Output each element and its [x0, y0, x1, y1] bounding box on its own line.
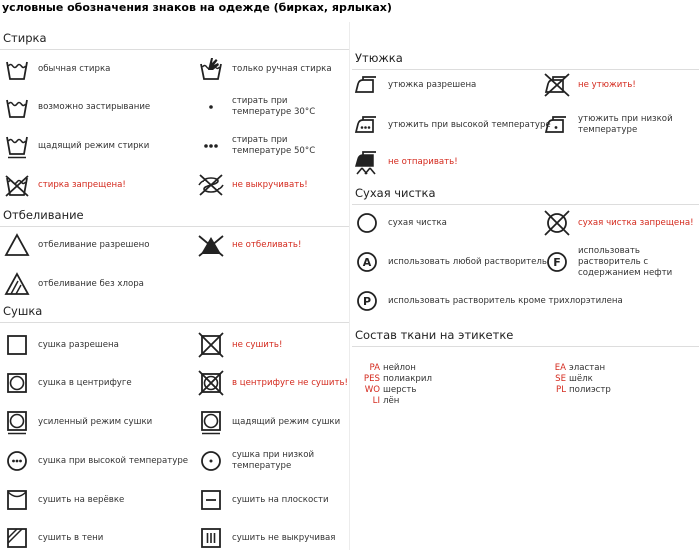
section-heading-drycleaning: Сухая чистка — [352, 186, 699, 200]
fabric-row — [344, 363, 432, 374]
gentle-dry-icon — [198, 409, 224, 435]
symbol-no-wring — [198, 168, 308, 202]
symbol-wash-30 — [198, 90, 342, 124]
label: сушка при низкой температуре — [232, 450, 315, 471]
fabric-name: полиакрил — [383, 374, 432, 384]
intensive-dry-icon — [4, 409, 30, 435]
symbol-possible-wash — [4, 90, 150, 124]
fabric-code: WO — [364, 385, 380, 395]
iron-low-icon — [544, 112, 570, 138]
circle-p-icon — [354, 288, 380, 314]
flat-dry-icon — [198, 487, 224, 513]
one-dot-icon — [198, 94, 224, 120]
symbol-bleach-allowed — [4, 228, 150, 262]
fabric-list-right — [530, 363, 611, 396]
fabric-code: LI — [372, 396, 380, 406]
no-wring-icon — [198, 172, 224, 198]
symbol-iron-low — [544, 108, 678, 142]
circle-icon — [354, 210, 380, 236]
symbol-normal-wash — [4, 52, 110, 86]
section-heading-drying: Сушка — [0, 304, 349, 318]
no-tumble-dry-icon — [198, 370, 224, 396]
symbol-non-chlorine-bleach — [4, 267, 144, 301]
dry-high-temp-icon — [4, 448, 30, 474]
symbol-flat-dry — [198, 483, 329, 517]
label: сушить в тени — [38, 532, 104, 543]
label: не выкручивать! — [232, 179, 308, 190]
symbol-non-trichloroethylene-solvent — [354, 284, 623, 318]
wash-tub-icon — [4, 94, 30, 120]
label: сушить не выкручивая — [232, 532, 336, 543]
iron-high-icon — [354, 112, 380, 138]
symbol-petroleum-solvent — [544, 245, 698, 279]
fabric-name: эластан — [569, 363, 606, 373]
symbol-line-dry — [4, 483, 124, 517]
fabric-name: полиэстр — [569, 385, 611, 395]
label: утюжить при высокой температуре — [388, 119, 551, 130]
no-bleach-icon — [198, 232, 224, 258]
symbol-hand-wash — [198, 52, 332, 86]
label: только ручная стирка — [232, 63, 332, 74]
no-iron-icon — [544, 72, 570, 98]
solvent-letter-a: A — [362, 256, 372, 269]
label: сушка при высокой температуре — [38, 455, 189, 466]
symbol-no-dryclean — [544, 206, 694, 240]
label: сушка разрешена — [38, 339, 119, 350]
symbol-tumble-dry — [4, 366, 132, 400]
label: сушить на плоскости — [232, 494, 329, 505]
fabric-name: нейлон — [383, 363, 416, 373]
no-wash-icon — [4, 172, 30, 198]
shade-dry-icon — [4, 525, 30, 551]
symbol-no-bleach — [198, 228, 301, 262]
symbol-iron-high — [354, 108, 551, 142]
solvent-letter-f: F — [553, 256, 561, 269]
label: щадящий режим сушки — [232, 416, 341, 427]
page-title: условные обозначения знаков на одежде (бирках, ярлыках) — [2, 1, 392, 14]
fabric-code: SE — [555, 374, 566, 384]
label: утюжка разрешена — [388, 79, 477, 90]
dry-low-temp-icon — [198, 448, 224, 474]
no-steam-icon — [354, 149, 380, 175]
tumble-dry-icon — [4, 370, 30, 396]
fabric-name: шёлк — [569, 374, 593, 384]
symbol-no-steam — [354, 145, 458, 179]
label: сухая чистка — [388, 217, 447, 228]
label: не отбеливать! — [232, 239, 302, 250]
section-heading-ironing: Утюжка — [352, 51, 699, 65]
label: сушить на верёвке — [38, 494, 125, 505]
symbol-no-iron — [544, 68, 636, 102]
label: отбеливание разрешено — [38, 239, 150, 250]
symbol-dry-low-temp — [198, 444, 332, 478]
fabric-name: лён — [383, 396, 400, 406]
no-dry-icon — [198, 332, 224, 358]
drip-dry-icon — [198, 525, 224, 551]
fabric-row — [344, 396, 432, 407]
non-chlorine-triangle-icon — [4, 271, 30, 297]
label: стирка запрещена! — [38, 179, 126, 190]
symbol-iron-allowed — [354, 68, 476, 102]
label: не утюжить! — [578, 79, 636, 90]
label: не отпаривать! — [388, 156, 458, 167]
label: в центрифуге не сушить! — [232, 377, 348, 388]
label: использовать растворитель с содержанием нефти — [578, 245, 673, 278]
iron-icon — [354, 72, 380, 98]
section-heading-bleaching: Отбеливание — [0, 208, 349, 222]
symbol-any-solvent — [354, 245, 547, 279]
symbol-dryclean — [354, 206, 447, 240]
label: возможно застирывание — [38, 101, 151, 112]
section-heading-fabrics: Состав ткани на этикетке — [352, 328, 699, 342]
wash-tub-icon — [4, 56, 30, 82]
label: щадящий режим стирки — [38, 140, 150, 151]
label: стирать при температуре 30°C — [232, 96, 316, 117]
symbol-intensive-dry — [4, 405, 152, 439]
fabric-code: EA — [554, 363, 566, 373]
symbol-dry-allowed — [4, 328, 119, 362]
label: использовать любой растворитель — [388, 256, 547, 267]
no-dryclean-icon — [544, 210, 570, 236]
label: отбеливание без хлора — [38, 278, 144, 289]
fabric-row — [530, 385, 611, 396]
section-heading-washing: Стирка — [0, 31, 349, 45]
fabric-row — [344, 385, 432, 396]
symbol-wash-50 — [198, 129, 342, 163]
label: обычная стирка — [38, 63, 111, 74]
label: стирать при температуре 50°C — [232, 135, 316, 156]
line-dry-icon — [4, 487, 30, 513]
fabric-code: PA — [369, 363, 380, 373]
fabric-code: PL — [556, 385, 566, 395]
three-dots-icon — [198, 133, 224, 159]
label: сухая чистка запрещена! — [578, 217, 694, 228]
triangle-icon — [4, 232, 30, 258]
label: сушка в центрифуге — [38, 377, 132, 388]
circle-f-icon — [544, 249, 570, 275]
symbol-no-wash — [4, 168, 126, 202]
label: использовать растворитель кроме трихлорэтилена — [388, 295, 623, 306]
label: утюжить при низкой температуре — [578, 114, 673, 135]
solvent-letter-p: P — [362, 295, 372, 308]
symbol-no-tumble-dry — [198, 366, 348, 400]
fabric-row — [344, 374, 432, 385]
fabric-list-left — [344, 363, 432, 407]
label: не сушить! — [232, 339, 283, 350]
fabric-code: PES — [363, 374, 380, 384]
fabric-row — [530, 363, 611, 374]
symbol-dry-high-temp — [4, 444, 188, 478]
symbol-gentle-dry — [198, 405, 340, 439]
symbol-no-dry — [198, 328, 282, 362]
fabric-row — [530, 374, 611, 385]
circle-a-icon — [354, 249, 380, 275]
label: усиленный режим сушки — [38, 416, 153, 427]
symbol-gentle-wash — [4, 129, 149, 163]
hand-wash-icon — [198, 56, 224, 82]
square-icon — [4, 332, 30, 358]
column-divider — [349, 22, 350, 550]
fabric-name: шерсть — [383, 385, 417, 395]
gentle-wash-icon — [4, 133, 30, 159]
